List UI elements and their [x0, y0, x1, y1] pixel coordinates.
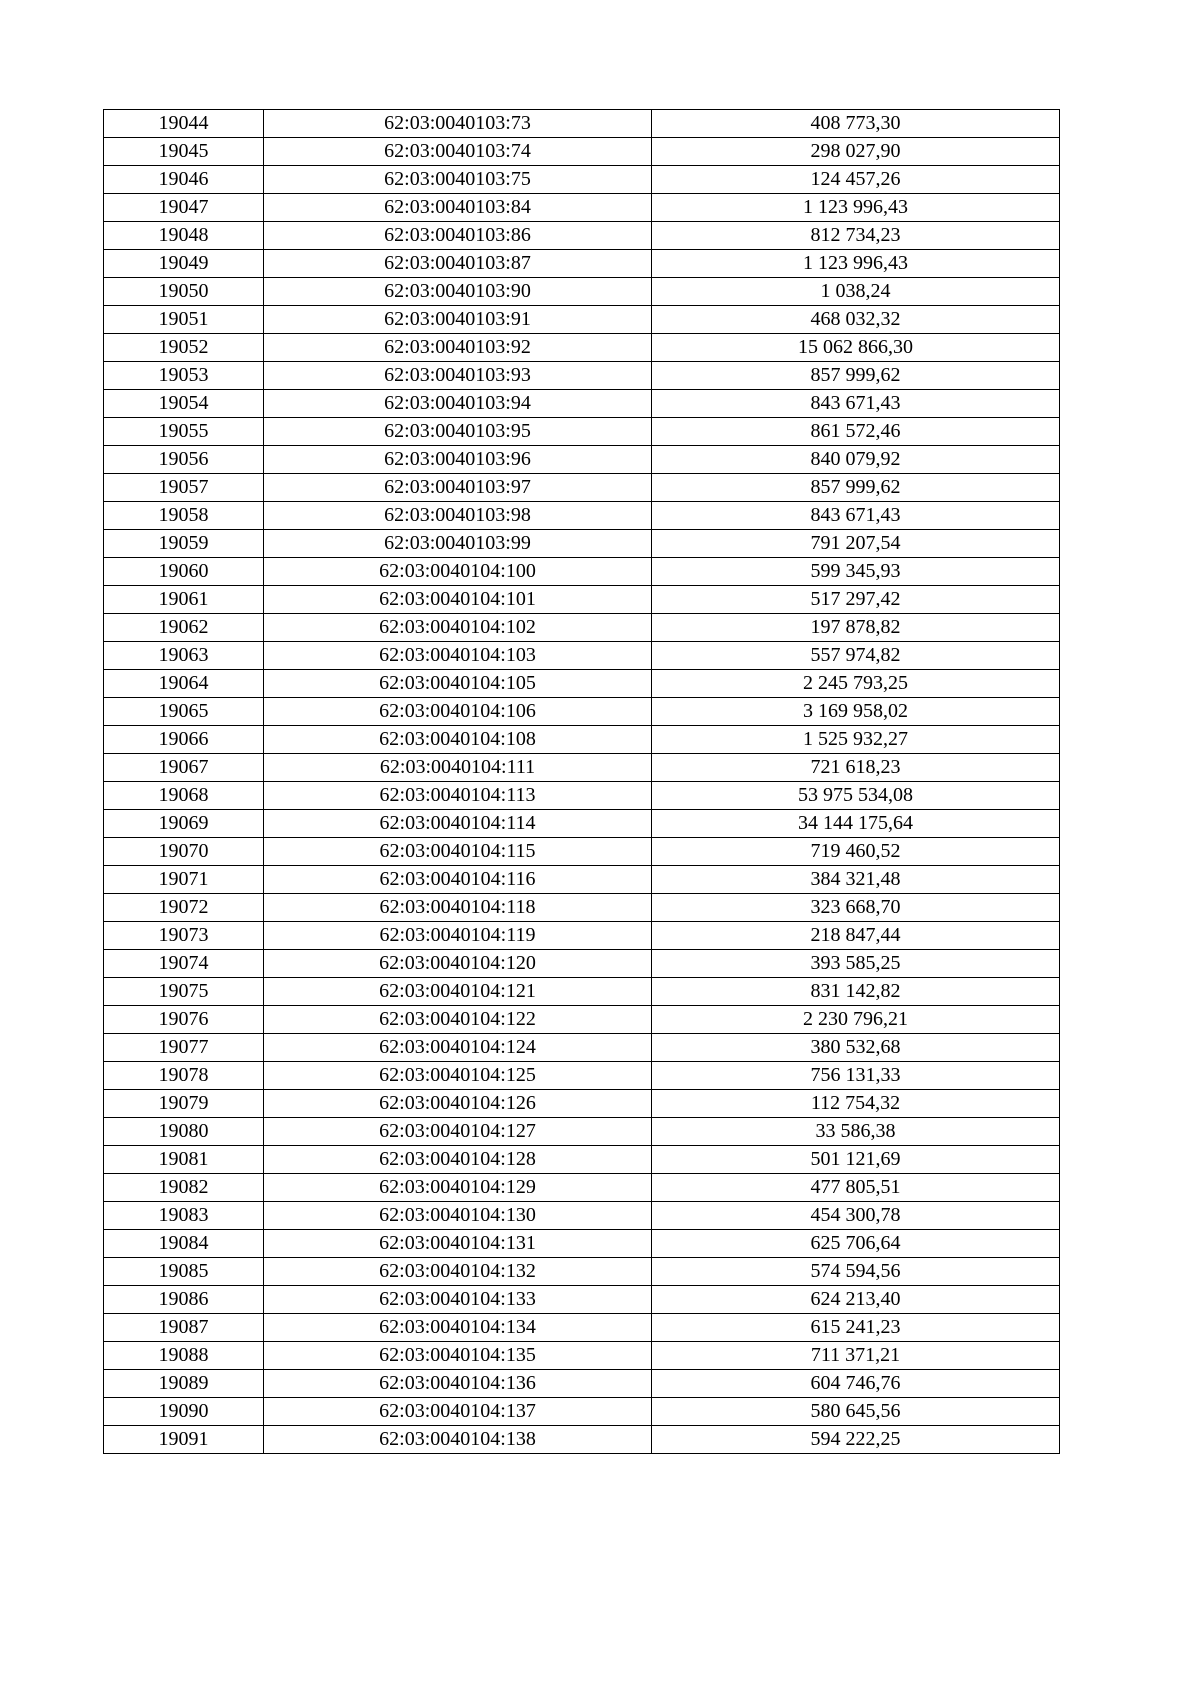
cadastral-number-cell: 62:03:0040103:73	[264, 110, 652, 138]
cadastral-value-cell: 197 878,82	[652, 614, 1060, 642]
row-number-cell: 19052	[104, 334, 264, 362]
cadastral-number-cell: 62:03:0040104:108	[264, 726, 652, 754]
cadastral-value-cell: 857 999,62	[652, 362, 1060, 390]
table-row	[104, 418, 1060, 446]
table-row	[104, 810, 1060, 838]
row-number-cell: 19087	[104, 1314, 264, 1342]
table-row	[104, 726, 1060, 754]
cadastral-number-cell: 62:03:0040104:132	[264, 1258, 652, 1286]
table-row	[104, 110, 1060, 138]
row-number-cell: 19058	[104, 502, 264, 530]
cadastral-number-cell: 62:03:0040104:118	[264, 894, 652, 922]
cadastral-number-cell: 62:03:0040104:128	[264, 1146, 652, 1174]
table-row	[104, 194, 1060, 222]
table-row	[104, 838, 1060, 866]
table-row	[104, 222, 1060, 250]
table-row	[104, 950, 1060, 978]
table-row	[104, 1426, 1060, 1454]
cadastral-value-cell: 857 999,62	[652, 474, 1060, 502]
table-row	[104, 894, 1060, 922]
row-number-cell: 19083	[104, 1202, 264, 1230]
row-number-cell: 19091	[104, 1426, 264, 1454]
table-row	[104, 698, 1060, 726]
cadastral-value-cell: 580 645,56	[652, 1398, 1060, 1426]
cadastral-number-cell: 62:03:0040104:130	[264, 1202, 652, 1230]
table-row	[104, 1062, 1060, 1090]
cadastral-number-cell: 62:03:0040103:93	[264, 362, 652, 390]
table-row	[104, 754, 1060, 782]
row-number-cell: 19057	[104, 474, 264, 502]
cadastral-number-cell: 62:03:0040104:115	[264, 838, 652, 866]
cadastral-value-cell: 477 805,51	[652, 1174, 1060, 1202]
row-number-cell: 19081	[104, 1146, 264, 1174]
table-row	[104, 1342, 1060, 1370]
cadastral-value-cell: 574 594,56	[652, 1258, 1060, 1286]
row-number-cell: 19054	[104, 390, 264, 418]
cadastral-number-cell: 62:03:0040104:100	[264, 558, 652, 586]
table-row	[104, 306, 1060, 334]
row-number-cell: 19055	[104, 418, 264, 446]
cadastral-value-cell: 625 706,64	[652, 1230, 1060, 1258]
cadastral-number-cell: 62:03:0040104:102	[264, 614, 652, 642]
table-row	[104, 1258, 1060, 1286]
cadastral-value-cell: 1 123 996,43	[652, 194, 1060, 222]
table-row	[104, 1398, 1060, 1426]
cadastral-value-cell: 34 144 175,64	[652, 810, 1060, 838]
cadastral-value-cell: 594 222,25	[652, 1426, 1060, 1454]
cadastral-value-cell: 1 038,24	[652, 278, 1060, 306]
cadastral-value-cell: 218 847,44	[652, 922, 1060, 950]
cadastral-value-cell: 557 974,82	[652, 642, 1060, 670]
cadastral-value-cell: 517 297,42	[652, 586, 1060, 614]
table-row	[104, 446, 1060, 474]
cadastral-value-cell: 599 345,93	[652, 558, 1060, 586]
row-number-cell: 19079	[104, 1090, 264, 1118]
cadastral-value-cell: 2 245 793,25	[652, 670, 1060, 698]
cadastral-number-cell: 62:03:0040104:103	[264, 642, 652, 670]
table-row	[104, 502, 1060, 530]
cadastral-value-cell: 53 975 534,08	[652, 782, 1060, 810]
cadastral-value-cell: 812 734,23	[652, 222, 1060, 250]
row-number-cell: 19067	[104, 754, 264, 782]
table-row	[104, 1202, 1060, 1230]
cadastral-number-cell: 62:03:0040104:134	[264, 1314, 652, 1342]
row-number-cell: 19088	[104, 1342, 264, 1370]
cadastral-value-cell: 624 213,40	[652, 1286, 1060, 1314]
row-number-cell: 19053	[104, 362, 264, 390]
cadastral-number-cell: 62:03:0040104:122	[264, 1006, 652, 1034]
cadastral-value-cell: 408 773,30	[652, 110, 1060, 138]
cadastral-value-table	[103, 109, 1060, 1454]
table-row	[104, 614, 1060, 642]
cadastral-number-cell: 62:03:0040104:129	[264, 1174, 652, 1202]
table-row	[104, 1006, 1060, 1034]
row-number-cell: 19062	[104, 614, 264, 642]
cadastral-value-cell: 380 532,68	[652, 1034, 1060, 1062]
table-row	[104, 362, 1060, 390]
cadastral-value-cell: 840 079,92	[652, 446, 1060, 474]
row-number-cell: 19060	[104, 558, 264, 586]
table-row	[104, 586, 1060, 614]
row-number-cell: 19078	[104, 1062, 264, 1090]
cadastral-value-cell: 1 525 932,27	[652, 726, 1060, 754]
cadastral-value-cell: 719 460,52	[652, 838, 1060, 866]
cadastral-number-cell: 62:03:0040104:136	[264, 1370, 652, 1398]
table-row	[104, 670, 1060, 698]
row-number-cell: 19064	[104, 670, 264, 698]
table-row	[104, 530, 1060, 558]
table-row	[104, 1118, 1060, 1146]
row-number-cell: 19051	[104, 306, 264, 334]
cadastral-value-cell: 756 131,33	[652, 1062, 1060, 1090]
cadastral-value-cell: 791 207,54	[652, 530, 1060, 558]
cadastral-number-cell: 62:03:0040103:86	[264, 222, 652, 250]
row-number-cell: 19068	[104, 782, 264, 810]
table-row	[104, 1314, 1060, 1342]
cadastral-number-cell: 62:03:0040103:87	[264, 250, 652, 278]
row-number-cell: 19050	[104, 278, 264, 306]
cadastral-number-cell: 62:03:0040104:137	[264, 1398, 652, 1426]
table-row	[104, 250, 1060, 278]
cadastral-value-cell: 323 668,70	[652, 894, 1060, 922]
cadastral-number-cell: 62:03:0040103:95	[264, 418, 652, 446]
cadastral-value-cell: 112 754,32	[652, 1090, 1060, 1118]
table-row	[104, 558, 1060, 586]
table-row	[104, 1286, 1060, 1314]
row-number-cell: 19089	[104, 1370, 264, 1398]
cadastral-number-cell: 62:03:0040103:97	[264, 474, 652, 502]
table-row	[104, 922, 1060, 950]
cadastral-value-cell: 298 027,90	[652, 138, 1060, 166]
cadastral-value-cell: 721 618,23	[652, 754, 1060, 782]
cadastral-number-cell: 62:03:0040103:98	[264, 502, 652, 530]
cadastral-number-cell: 62:03:0040103:74	[264, 138, 652, 166]
cadastral-value-cell: 1 123 996,43	[652, 250, 1060, 278]
cadastral-value-cell: 468 032,32	[652, 306, 1060, 334]
cadastral-number-cell: 62:03:0040104:113	[264, 782, 652, 810]
cadastral-number-cell: 62:03:0040103:90	[264, 278, 652, 306]
cadastral-number-cell: 62:03:0040104:138	[264, 1426, 652, 1454]
table-row	[104, 1090, 1060, 1118]
cadastral-value-cell: 843 671,43	[652, 502, 1060, 530]
cadastral-value-cell: 384 321,48	[652, 866, 1060, 894]
cadastral-value-cell: 604 746,76	[652, 1370, 1060, 1398]
table-row	[104, 1146, 1060, 1174]
cadastral-number-cell: 62:03:0040104:114	[264, 810, 652, 838]
cadastral-number-cell: 62:03:0040103:91	[264, 306, 652, 334]
row-number-cell: 19066	[104, 726, 264, 754]
table-row	[104, 390, 1060, 418]
row-number-cell: 19077	[104, 1034, 264, 1062]
row-number-cell: 19056	[104, 446, 264, 474]
row-number-cell: 19044	[104, 110, 264, 138]
row-number-cell: 19085	[104, 1258, 264, 1286]
row-number-cell: 19069	[104, 810, 264, 838]
row-number-cell: 19071	[104, 866, 264, 894]
table-row	[104, 1034, 1060, 1062]
cadastral-number-cell: 62:03:0040104:106	[264, 698, 652, 726]
cadastral-value-cell: 831 142,82	[652, 978, 1060, 1006]
cadastral-value-cell: 843 671,43	[652, 390, 1060, 418]
row-number-cell: 19065	[104, 698, 264, 726]
cadastral-value-cell: 501 121,69	[652, 1146, 1060, 1174]
row-number-cell: 19076	[104, 1006, 264, 1034]
table-row	[104, 474, 1060, 502]
row-number-cell: 19074	[104, 950, 264, 978]
cadastral-number-cell: 62:03:0040104:131	[264, 1230, 652, 1258]
row-number-cell: 19086	[104, 1286, 264, 1314]
row-number-cell: 19084	[104, 1230, 264, 1258]
cadastral-number-cell: 62:03:0040104:124	[264, 1034, 652, 1062]
table-row	[104, 166, 1060, 194]
row-number-cell: 19049	[104, 250, 264, 278]
table-row	[104, 278, 1060, 306]
row-number-cell: 19070	[104, 838, 264, 866]
row-number-cell: 19046	[104, 166, 264, 194]
table-row	[104, 1370, 1060, 1398]
row-number-cell: 19045	[104, 138, 264, 166]
row-number-cell: 19082	[104, 1174, 264, 1202]
cadastral-value-cell: 393 585,25	[652, 950, 1060, 978]
cadastral-number-cell: 62:03:0040104:125	[264, 1062, 652, 1090]
cadastral-number-cell: 62:03:0040104:121	[264, 978, 652, 1006]
table-row	[104, 866, 1060, 894]
table-row	[104, 1230, 1060, 1258]
cadastral-value-cell: 2 230 796,21	[652, 1006, 1060, 1034]
cadastral-number-cell: 62:03:0040104:133	[264, 1286, 652, 1314]
cadastral-number-cell: 62:03:0040103:75	[264, 166, 652, 194]
cadastral-value-cell: 615 241,23	[652, 1314, 1060, 1342]
cadastral-value-cell: 861 572,46	[652, 418, 1060, 446]
cadastral-value-cell: 3 169 958,02	[652, 698, 1060, 726]
row-number-cell: 19061	[104, 586, 264, 614]
cadastral-number-cell: 62:03:0040103:96	[264, 446, 652, 474]
cadastral-number-cell: 62:03:0040103:84	[264, 194, 652, 222]
table-row	[104, 642, 1060, 670]
row-number-cell: 19047	[104, 194, 264, 222]
cadastral-value-cell: 454 300,78	[652, 1202, 1060, 1230]
cadastral-value-cell: 33 586,38	[652, 1118, 1060, 1146]
table-row	[104, 782, 1060, 810]
row-number-cell: 19090	[104, 1398, 264, 1426]
table-row	[104, 1174, 1060, 1202]
cadastral-number-cell: 62:03:0040103:94	[264, 390, 652, 418]
row-number-cell: 19048	[104, 222, 264, 250]
table-row	[104, 334, 1060, 362]
row-number-cell: 19075	[104, 978, 264, 1006]
table-row	[104, 138, 1060, 166]
cadastral-number-cell: 62:03:0040104:105	[264, 670, 652, 698]
row-number-cell: 19059	[104, 530, 264, 558]
row-number-cell: 19073	[104, 922, 264, 950]
cadastral-value-cell: 124 457,26	[652, 166, 1060, 194]
table-row	[104, 978, 1060, 1006]
cadastral-value-cell: 711 371,21	[652, 1342, 1060, 1370]
row-number-cell: 19072	[104, 894, 264, 922]
cadastral-number-cell: 62:03:0040104:135	[264, 1342, 652, 1370]
row-number-cell: 19080	[104, 1118, 264, 1146]
cadastral-number-cell: 62:03:0040104:120	[264, 950, 652, 978]
cadastral-number-cell: 62:03:0040103:99	[264, 530, 652, 558]
cadastral-number-cell: 62:03:0040104:116	[264, 866, 652, 894]
cadastral-number-cell: 62:03:0040103:92	[264, 334, 652, 362]
table-body	[104, 110, 1060, 1454]
cadastral-value-cell: 15 062 866,30	[652, 334, 1060, 362]
cadastral-number-cell: 62:03:0040104:101	[264, 586, 652, 614]
cadastral-number-cell: 62:03:0040104:126	[264, 1090, 652, 1118]
row-number-cell: 19063	[104, 642, 264, 670]
cadastral-number-cell: 62:03:0040104:111	[264, 754, 652, 782]
cadastral-number-cell: 62:03:0040104:119	[264, 922, 652, 950]
cadastral-number-cell: 62:03:0040104:127	[264, 1118, 652, 1146]
